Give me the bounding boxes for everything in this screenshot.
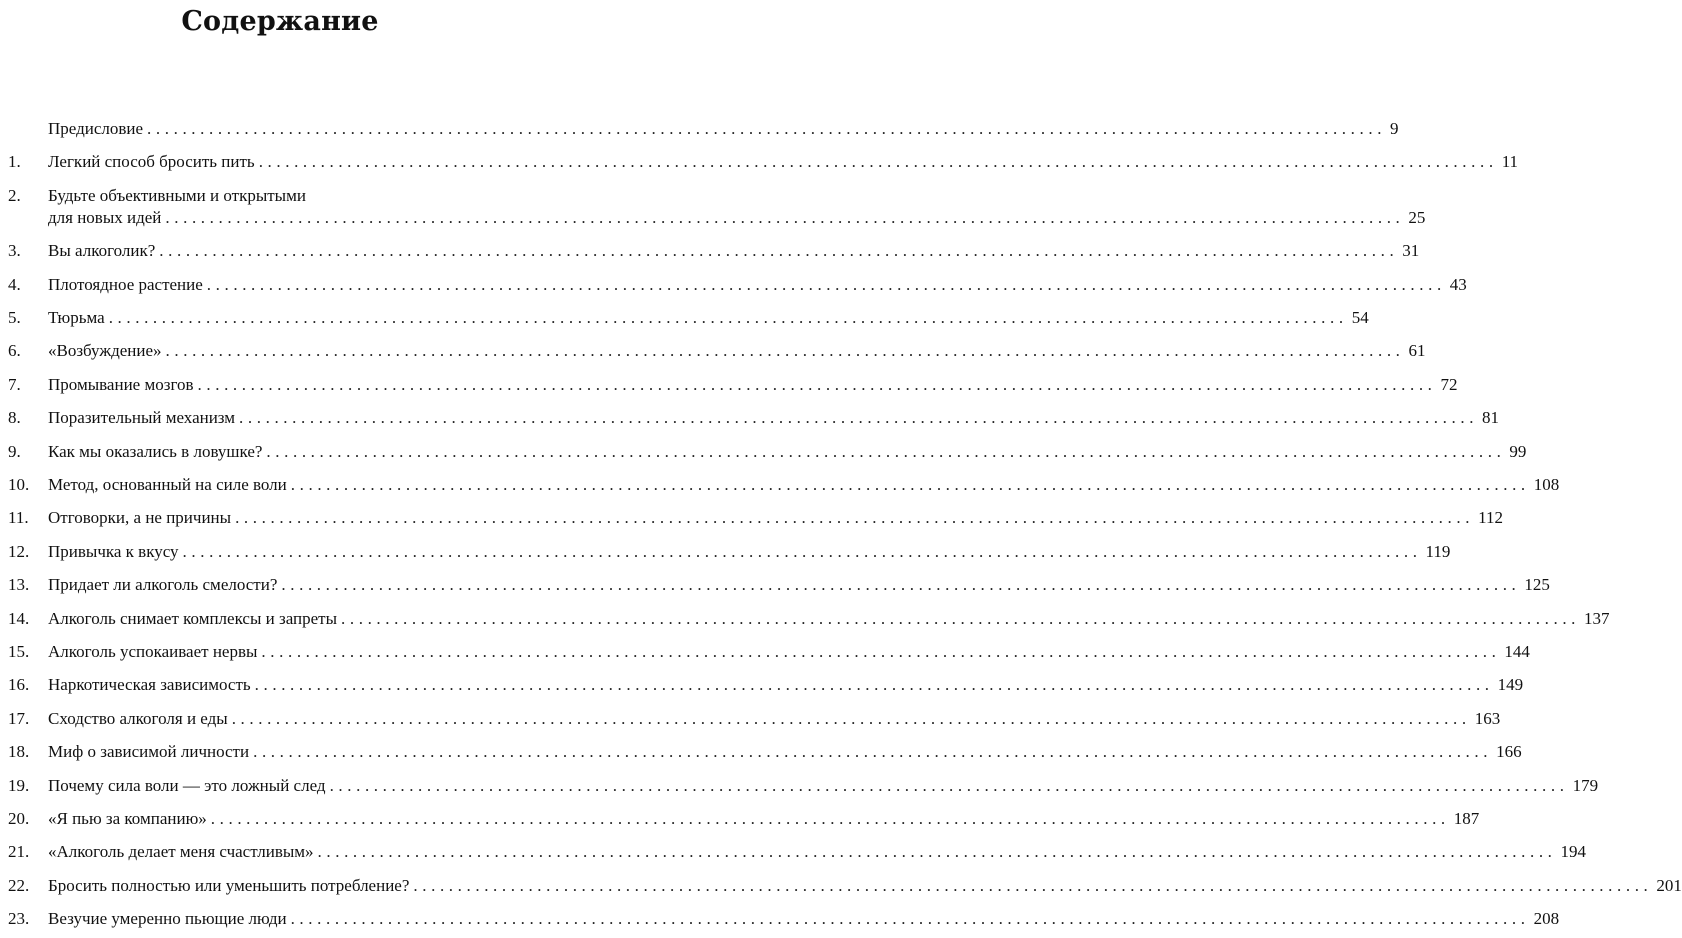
toc-entry-title: Алкоголь успокаивает нервы — [48, 642, 258, 661]
dot-leader: ............................................................................................................................................ — [281, 575, 1521, 595]
dot-leader: ............................................................................................................................................ — [253, 742, 1493, 762]
toc-entry-page: 112 — [1478, 508, 1503, 528]
toc-entry-page: 208 — [1533, 909, 1560, 929]
toc-entry-title: Почему сила воли — это ложный след — [48, 775, 326, 795]
toc-entry-page: 137 — [1584, 608, 1610, 628]
dot-leader: ............................................................................................................................................ — [341, 608, 1581, 628]
dot-leader: ............................................................................................................................................ — [266, 441, 1506, 461]
toc-entry-title: Миф о зависимой личности — [48, 742, 250, 762]
page-title: Содержание — [181, 6, 379, 37]
toc-entry-number: 17. — [8, 708, 30, 728]
toc-entry-number: 2. — [8, 185, 21, 205]
dot-leader: ............................................................................................................................................ — [210, 809, 1450, 828]
toc-entry-title: Промывание мозгов — [48, 374, 194, 394]
toc-entry-body — [48, 574, 1550, 596]
toc-entry-page: 54 — [1351, 308, 1369, 327]
toc-entry-body — [48, 641, 1530, 663]
toc-entry-title: Предисловие — [48, 119, 144, 138]
toc-entry-body — [48, 775, 1599, 797]
dot-leader: ............................................................................................................................................ — [231, 708, 1471, 728]
toc-entry-title: Легкий способ бросить пить — [48, 152, 255, 172]
toc-entry-title: Метод, основанный на силе воли — [48, 475, 287, 494]
toc-entry-number: 13. — [8, 575, 30, 595]
toc-entry-title: Отговорки, а не причины — [48, 508, 232, 528]
toc-entry-body — [48, 608, 1610, 630]
toc-entry-body — [48, 407, 1500, 429]
dot-leader: ............................................................................................................................................ — [197, 374, 1437, 394]
toc-entry-number: 20. — [8, 809, 30, 828]
toc-entry-page: 149 — [1497, 675, 1524, 695]
toc-entry-page: 201 — [1656, 875, 1682, 895]
dot-leader: ............................................................................................................................................ — [159, 241, 1399, 261]
toc-entry-body — [48, 808, 1480, 830]
toc-entry-title: Придает ли алкоголь смелости? — [48, 575, 278, 595]
toc-entry-body — [48, 875, 1682, 897]
toc-entry-number: 22. — [8, 875, 30, 895]
toc-entry-body — [48, 507, 1503, 529]
toc-entry-number: 18. — [8, 742, 30, 762]
toc-entry-title: Поразительный механизм — [48, 408, 236, 428]
dot-leader: ............................................................................................................................................ — [206, 274, 1446, 294]
toc-entry-page: 31 — [1402, 241, 1420, 261]
toc-entry-title: Сходство алкоголя и еды — [48, 708, 228, 728]
toc-entry-body — [48, 708, 1501, 730]
toc-entry-page: 11 — [1501, 152, 1519, 172]
toc-entry-number: 4. — [8, 274, 21, 294]
toc-entry-number: 14. — [8, 608, 30, 628]
toc-entry-page: 43 — [1449, 274, 1467, 294]
dot-leader: ............................................................................................................................................ — [239, 408, 1479, 428]
dot-leader: ............................................................................................................................................ — [165, 207, 1405, 227]
toc-entry-body — [48, 741, 1522, 763]
toc-entry-title: Бросить полностью или уменьшить потребление? — [48, 875, 410, 895]
toc-entry-page: 119 — [1425, 541, 1451, 561]
dot-leader: ............................................................................................................................................ — [261, 642, 1501, 661]
dot-leader: ............................................................................................................................................ — [254, 675, 1494, 695]
toc-entry-number: 11. — [8, 508, 29, 528]
toc-entry-title: Будьте объективными и открытыми — [48, 185, 306, 205]
toc-entry-title: Алкоголь снимает комплексы и запреты — [48, 608, 338, 628]
toc-entry-page: 194 — [1560, 842, 1587, 862]
toc-entry-page: 81 — [1482, 408, 1500, 428]
dot-leader: ............................................................................................................................................ — [258, 152, 1498, 172]
toc-entry-title: Везучие умеренно пьющие люди — [48, 909, 287, 929]
toc-entry-body — [48, 307, 1369, 329]
toc-entry-title: Привычка к вкусу — [48, 541, 179, 561]
toc-entry-page: 179 — [1572, 775, 1599, 795]
toc-entry-page: 166 — [1496, 742, 1522, 762]
toc-entry-title: для новых идей — [48, 207, 162, 227]
toc-entry-number: 5. — [8, 308, 21, 327]
dot-leader: ............................................................................................................................................ — [329, 775, 1569, 795]
toc-entry-number: 3. — [8, 241, 21, 261]
toc-entry-page: 163 — [1474, 708, 1501, 728]
toc-entry-title: Как мы оказались в ловушке? — [48, 441, 263, 461]
toc-entry-number: 9. — [8, 441, 21, 461]
toc-entry-body — [48, 240, 1420, 262]
toc-entry-number: 15. — [8, 642, 30, 661]
toc-entry-page: 9 — [1390, 119, 1399, 138]
toc-entry-body — [48, 441, 1527, 463]
toc-entry-title: Тюрьма — [48, 308, 105, 327]
toc-entry-body — [48, 374, 1458, 396]
toc-entry-body — [48, 340, 1426, 362]
toc-entry-page: 99 — [1509, 441, 1527, 461]
toc-entry-body — [48, 118, 1399, 140]
dot-leader: ............................................................................................................................................ — [290, 909, 1530, 929]
dot-leader: ............................................................................................................................................ — [165, 341, 1405, 361]
toc-entry-page: 72 — [1440, 374, 1458, 394]
dot-leader: ............................................................................................................................................ — [147, 119, 1387, 138]
toc-entry-page: 61 — [1408, 341, 1426, 361]
toc-entry-body — [48, 151, 1519, 173]
toc-entry-page: 25 — [1408, 207, 1426, 227]
toc-entry-title: «Я пью за компанию» — [48, 809, 207, 828]
dot-leader: ............................................................................................................................................ — [317, 842, 1557, 862]
dot-leader: ............................................................................................................................................ — [235, 508, 1475, 528]
dot-leader: ............................................................................................................................................ — [413, 875, 1653, 895]
dot-leader: ............................................................................................................................................ — [182, 541, 1422, 561]
toc-entry-title: Наркотическая зависимость — [48, 675, 251, 695]
toc-entry-body — [48, 185, 1426, 229]
toc-entry-number: 23. — [8, 909, 30, 929]
toc-entry-title: Плотоядное растение — [48, 274, 203, 294]
toc-entry-page: 144 — [1504, 642, 1530, 661]
toc-entry-page: 125 — [1524, 575, 1550, 595]
toc-entry-title: «Возбуждение» — [48, 341, 162, 361]
toc-entry-number: 6. — [8, 341, 21, 361]
toc-entry-body — [48, 674, 1524, 696]
toc-entry-number: 8. — [8, 408, 21, 428]
toc-entry-number: 10. — [8, 475, 30, 494]
toc-entry-number: 16. — [8, 675, 30, 695]
toc-entry-body — [48, 274, 1467, 296]
toc-entry-number: 1. — [8, 152, 21, 172]
toc-entry-number: 12. — [8, 541, 30, 561]
toc-entry-body — [48, 541, 1451, 563]
toc-entry-page: 108 — [1533, 475, 1560, 494]
dot-leader: ............................................................................................................................................ — [108, 308, 1348, 327]
toc-entry-page: 187 — [1453, 809, 1480, 828]
toc-entry-title: «Алкоголь делает меня счастливым» — [48, 842, 314, 862]
toc-entry-number: 7. — [8, 374, 21, 394]
toc-entry-body — [48, 908, 1560, 930]
toc-entry-number: 21. — [8, 842, 30, 862]
toc-entry-title: Вы алкоголик? — [48, 241, 156, 261]
dot-leader: ............................................................................................................................................ — [290, 475, 1530, 494]
toc-entry-body — [48, 841, 1587, 863]
toc-entry-body — [48, 474, 1560, 496]
toc-entry-number: 19. — [8, 775, 30, 795]
